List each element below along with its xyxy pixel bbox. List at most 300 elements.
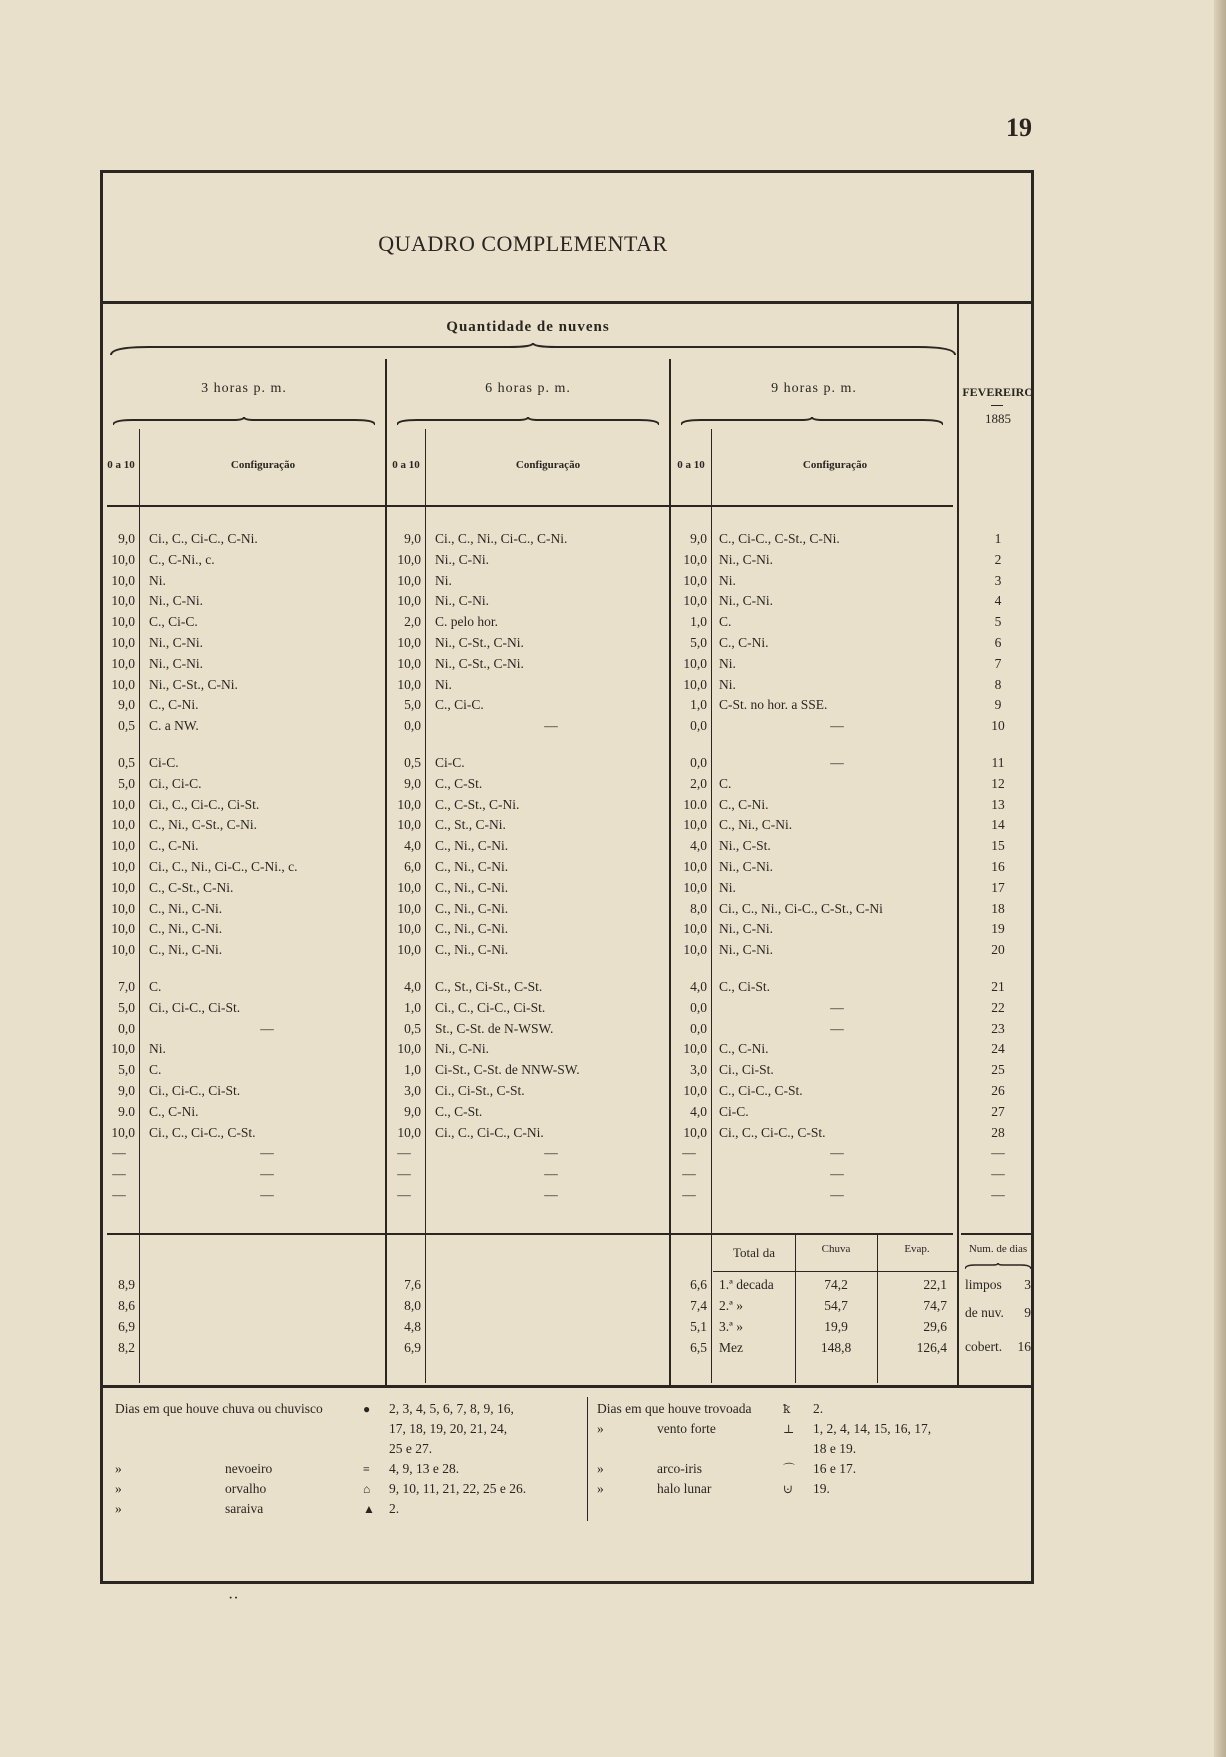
evap-value: 22,1 [923,1277,947,1292]
page-dots: ·· [228,1590,239,1607]
cloud-amount: 5,0 [118,999,135,1015]
legend-days: 2, 3, 4, 5, 6, 7, 8, 9, 16, [389,1401,514,1416]
day-number: 10 [991,718,1005,734]
cloud-configuration: C., Ci-C. [149,614,198,630]
cloud-configuration: Ci., C., Ci-C., C-St. [149,1124,256,1140]
day-number: 16 [991,859,1005,874]
cloud-amount: 1,0 [690,614,707,630]
legend-days: 9, 10, 11, 21, 22, 25 e 26. [389,1481,527,1496]
year-header: 1885 [985,411,1011,426]
cloud-amount: 5,0 [118,775,135,791]
cloud-configuration: Ci., Ci-C. [149,775,202,791]
day-number: 15 [991,838,1005,854]
cloud-amount: 9,0 [404,531,421,546]
cloud-configuration: C., Ni., C-Ni. [435,879,509,895]
col-header-amount: 0 a 10 [677,459,705,471]
avg-3pm: 8,9 [118,1277,135,1292]
day-number: 3 [994,572,1002,588]
day-number: 1 [994,531,1002,546]
day-number: 18 [991,900,1005,916]
cloud-configuration: Ni., C-Ni. [719,921,773,937]
cloud-amount: 0,5 [404,755,421,770]
cloud-amount: 2,0 [404,614,421,630]
cloud-configuration: Ni. [719,879,736,895]
cloud-amount: 5,0 [404,697,421,713]
cloud-amount: 10,0 [111,635,135,650]
weather-symbol-icon: ⌂ [363,1482,371,1496]
day-number: 6 [994,635,1002,650]
day-number: 20 [991,942,1005,958]
cloud-configuration: C., St., C-Ni. [435,817,506,833]
col-header-amount: 0 a 10 [107,459,135,471]
cloud-configuration: Ni., C-Ni. [719,593,773,609]
cloud-amount: — [682,1166,696,1182]
day-number: 8 [994,676,1002,692]
cloud-configuration: Ni. [435,676,452,692]
cloud-configuration: C., Ci-C., C-St., C-Ni. [719,531,840,546]
legend-prefix: » [115,1461,122,1476]
num-dias-value: 9 [1024,1305,1031,1320]
avg-9pm: 5,1 [690,1319,707,1334]
cloud-configuration: — [830,1166,844,1182]
cloud-amount: 10,0 [397,900,421,916]
cloud-configuration: — [544,718,558,734]
cloud-amount: 7,0 [118,979,135,994]
cloud-amount: 10,0 [683,921,707,937]
legend-days-cont: 25 e 27. [389,1441,433,1456]
cloud-amount: 9,0 [118,531,135,546]
cloud-configuration: Ni. [719,655,736,671]
cloud-amount: 1,0 [404,1062,421,1078]
day-number: 13 [991,796,1005,812]
cloud-configuration: Ni., C-Ni. [435,1041,489,1057]
cloud-amount: 10,0 [397,942,421,958]
weather-symbol-icon: ● [363,1402,371,1416]
day-number: 5 [994,614,1002,630]
summary-header-divider [713,1271,957,1272]
cloud-amount: 10,0 [111,655,135,671]
cloud-amount: 10,0 [397,551,421,567]
month-dash [991,405,1003,406]
cloud-amount: 6,0 [404,859,421,874]
cloud-configuration: C., Ni., C-Ni. [435,942,509,958]
cloud-amount: 10,0 [683,676,707,692]
cloud-amount: 10,0 [111,676,135,692]
cloud-amount: 10,0 [111,1041,135,1057]
cloud-configuration: Ci., Ci-St., C-St. [435,1083,525,1098]
summary-period: 1.ª decada [719,1277,774,1292]
col-header-config: Configuração [515,459,581,471]
evap-value: 126,4 [916,1340,947,1355]
cloud-configuration: C-St. no hor. a SSE. [719,697,828,713]
cloud-configuration: Ni. [149,572,166,588]
legend-label: halo lunar [657,1481,712,1496]
cloud-amount: 10,0 [397,921,421,937]
section-brace [109,343,957,357]
day-number: 4 [994,593,1002,609]
period-brace-2 [397,417,659,427]
cloud-configuration: Ni., C-St., C-Ni. [435,655,524,671]
summary-period: 3.ª » [719,1319,743,1334]
day-number: 17 [991,879,1005,895]
cloud-amount: — [112,1145,126,1161]
legend-prefix: » [597,1461,604,1476]
cloud-configuration: Ni., C-Ni. [719,859,773,874]
cloud-configuration: C. pelo hor. [435,614,498,630]
day-number: — [991,1145,1005,1161]
avg-6pm: 7,6 [404,1277,421,1292]
cloud-configuration: Ni. [435,572,452,588]
avg-3pm: 6,9 [118,1319,135,1334]
day-number: 19 [991,921,1005,937]
cloud-amount: 9,0 [404,775,421,791]
cloud-configuration: C., Ni., C-Ni. [719,817,793,833]
cloud-amount: 10,0 [683,572,707,588]
total-header: Total da [732,1245,776,1260]
cloud-configuration: C., Ni., C-Ni. [435,900,509,916]
cloud-amount: 9,0 [404,1103,421,1119]
cloud-amount: 10,0 [683,655,707,671]
cloud-configuration: Ci., C., Ci-C., C-St. [719,1124,826,1140]
day-number: 25 [991,1062,1005,1078]
avg-9pm: 6,5 [690,1340,707,1355]
cloud-configuration: C., Ni., C-Ni. [149,942,223,958]
cloud-amount: 3,0 [404,1083,421,1098]
cloud-configuration: C., Ni., C-Ni. [435,838,509,854]
cloud-configuration: C., St., Ci-St., C-St. [435,979,543,994]
legend-days-cont: 18 e 19. [813,1441,857,1456]
cloud-amount: 10,0 [683,593,707,609]
legend-days: 19. [813,1481,830,1496]
day-number: — [991,1187,1005,1202]
chuva-value: 74,2 [824,1277,848,1292]
subcol-divider [425,429,426,1233]
day-number: 9 [994,697,1002,713]
footer-divider [103,1385,1031,1388]
cloud-amount: 0,5 [118,718,135,734]
day-number: 14 [991,817,1005,833]
cloud-amount: 10,0 [683,551,707,567]
day-number: 22 [991,999,1005,1015]
cloud-configuration: Ni. [719,572,736,588]
cloud-amount: 10,0 [683,817,707,833]
cloud-configuration: Ni., C-St., C-Ni. [435,635,524,650]
cloud-amount: 9,0 [118,697,135,713]
col-header-config: Configuração [230,459,296,471]
cloud-configuration: C., Ni., C-Ni. [149,921,223,937]
footer-column-divider [587,1397,588,1521]
num-dias-label: cobert. [965,1339,1003,1354]
legend-days: 2. [813,1401,824,1416]
subcol-divider [711,429,712,1233]
day-number: 21 [991,979,1005,994]
cloud-configuration: St., C-St. de N-WSW. [435,1020,554,1036]
cloud-configuration: C., C-Ni. [149,1103,199,1119]
day-number: — [991,1166,1005,1182]
legend-days: 1, 2, 4, 14, 15, 16, 17, [813,1421,932,1436]
cloud-amount: 1,0 [404,999,421,1015]
title-divider [103,301,1031,304]
period-3pm: 3 horas p. m. [201,381,287,396]
cloud-configuration: C., C-St. [435,775,483,791]
page-number: 19 [1006,113,1032,142]
legend-prefix: Dias em que houve chuva ou chuvisco [115,1401,323,1416]
cloud-configuration: — [830,718,844,734]
cloud-amount: 10,0 [397,635,421,650]
cloud-configuration: Ci., C., Ci-C., Ci-St. [435,999,546,1015]
cloud-amount: 0,5 [404,1020,421,1036]
weather-symbol-icon: ▲ [363,1502,375,1516]
day-number: 27 [991,1103,1005,1119]
cloud-configuration: C. [719,775,732,791]
cloud-configuration: — [544,1187,558,1202]
num-dias-header: Num. de dias [968,1243,1028,1255]
cloud-amount: 10,0 [683,1083,707,1098]
cloud-configuration: Ci-C. [149,755,179,770]
col-header-config: Configuração [802,459,868,471]
chuva-header: Chuva [821,1243,851,1255]
legend-prefix: » [597,1421,604,1436]
cloud-amount: 10,0 [111,859,135,874]
cloud-configuration: Ni., C-Ni. [435,551,489,567]
cloud-amount: 10,0 [111,942,135,958]
cloud-amount: 9,0 [690,531,707,546]
cloud-amount: 0,0 [690,755,707,770]
cloud-configuration: C., C-Ni. [719,1041,769,1057]
cloud-amount: 10,0 [111,593,135,609]
avg-3pm: 8,6 [118,1298,135,1313]
summary-subcol [711,1235,712,1383]
summary-subcol [139,1235,140,1383]
cloud-configuration: C., C-Ni. [149,697,199,713]
cloud-configuration: C., C-Ni. [719,796,769,812]
cloud-configuration: Ci., Ci-St. [719,1062,774,1078]
cloud-amount: 0,0 [404,718,421,734]
cloud-amount: 0,0 [118,1020,135,1036]
cloud-configuration: Ci., Ci-C., Ci-St. [149,1083,241,1098]
cloud-amount: — [397,1187,411,1202]
avg-6pm: 6,9 [404,1340,421,1355]
cloud-configuration: C. [149,979,162,994]
weather-symbol-icon: ⊥ [783,1422,795,1436]
cloud-amount: 9.0 [118,1103,135,1119]
section-title: Quantidade de nuvens [446,319,610,335]
legend-label: orvalho [225,1481,267,1496]
cloud-amount: 5,0 [118,1062,135,1078]
col-header-amount: 0 a 10 [392,459,420,471]
legend-days-cont: 17, 18, 19, 20, 21, 24, [389,1421,508,1436]
cloud-amount: 5,0 [690,635,707,650]
day-number: 12 [991,775,1005,791]
cloud-configuration: C., C-Ni., c. [149,551,215,567]
summary-period: 2.ª » [719,1298,743,1313]
cloud-amount: 10,0 [111,838,135,854]
cloud-configuration: C., C-St., C-Ni. [435,796,520,812]
cloud-configuration: — [830,755,844,770]
cloud-configuration: Ci., C., Ci-C., C-Ni. [149,531,258,546]
cloud-configuration: Ni., C-Ni. [149,635,203,650]
cloud-configuration: — [544,1166,558,1182]
num-dias-value: 16 [1017,1339,1031,1354]
cloud-amount: 9,0 [118,1083,135,1098]
cloud-amount: 10,0 [683,1041,707,1057]
day-number: 11 [991,755,1005,770]
cloud-configuration: Ci., C., Ni., Ci-C., C-St., C-Ni [719,900,883,916]
header-divider [107,505,953,507]
cloud-amount: 10,0 [397,817,421,833]
cloud-configuration: C., Ci-C., C-St. [719,1083,803,1098]
month-column-divider [957,301,959,1387]
subcol-divider [139,429,140,1233]
cloud-configuration: C., C-St., C-Ni. [149,879,234,895]
cloud-amount: 10,0 [111,614,135,630]
cloud-configuration: — [260,1020,274,1036]
weather-symbol-icon: ꝁ [783,1402,791,1416]
cloud-amount: 0,5 [118,755,135,770]
cloud-amount: 10,0 [683,942,707,958]
period-brace-1 [113,417,375,427]
cloud-amount: 10,0 [397,1041,421,1057]
month-header: FEVEREIRO [962,385,1034,399]
avg-6pm: 8,0 [404,1298,421,1313]
cloud-configuration: C. [149,1062,162,1078]
day-number: 28 [991,1124,1005,1140]
page-title: QUADRO COMPLEMENTAR [378,231,668,256]
period-brace-3 [681,417,943,427]
summary-period: Mez [719,1340,743,1355]
cloud-configuration: Ni., C-Ni. [719,942,773,958]
cloud-amount: 0,0 [690,999,707,1015]
cloud-configuration: — [830,1145,844,1161]
cloud-configuration: C., Ci-St. [719,979,771,994]
num-dias-label: de nuv. [965,1305,1004,1320]
legend-label: arco-iris [657,1461,702,1476]
cloud-amount: — [112,1166,126,1182]
evap-header: Evap. [904,1243,930,1255]
cloud-amount: — [397,1166,411,1182]
num-dias-brace [965,1263,1031,1271]
cloud-configuration: C., C-Ni. [149,838,199,854]
cloud-configuration: C., Ci-C. [435,697,484,713]
cloud-configuration: — [260,1166,274,1182]
cloud-configuration: Ci-St., C-St. de NNW-SW. [435,1062,580,1078]
cloud-amount: 10.0 [683,796,707,812]
cloud-configuration: C. a NW. [149,718,199,734]
cloud-configuration: Ci., C., Ci-C., C-Ni. [435,1124,544,1140]
cloud-configuration: C., Ni., C-St., C-Ni. [149,817,258,833]
avg-9pm: 7,4 [690,1298,707,1313]
cloud-amount: 4,0 [404,979,421,994]
cloud-amount: 4,0 [404,838,421,854]
chuva-value: 19,9 [824,1319,848,1334]
legend-days: 2. [389,1501,400,1516]
cloud-amount: 10,0 [111,900,135,916]
day-number: 2 [994,551,1002,567]
cloud-amount: 10,0 [111,572,135,588]
legend-label: saraiva [225,1501,264,1516]
cloud-amount: — [112,1187,126,1202]
chuva-value: 148,8 [820,1340,852,1355]
cloud-configuration: C. [719,614,732,630]
summary-subcol [425,1235,426,1383]
evap-value: 29,6 [923,1319,947,1334]
weather-symbol-icon: ≡ [363,1462,370,1476]
cloud-amount: 4,0 [690,838,707,854]
cloud-configuration: — [544,1145,558,1161]
chuva-value: 54,7 [824,1298,848,1313]
cloud-amount: 10,0 [397,572,421,588]
cloud-amount: 10,0 [111,879,135,895]
cloud-configuration: Ni. [719,676,736,692]
period-9pm: 9 horas p. m. [771,381,857,396]
day-number: 23 [991,1020,1005,1036]
cloud-configuration: Ci-C. [435,755,465,770]
avg-9pm: 6,6 [690,1277,707,1292]
cloud-configuration: C., C-St. [435,1103,483,1119]
cloud-amount: 10,0 [111,817,135,833]
cloud-amount: 0,0 [690,1020,707,1036]
legend-days: 4, 9, 13 e 28. [389,1461,460,1476]
legend-prefix: » [597,1481,604,1496]
avg-6pm: 4,8 [404,1319,421,1334]
cloud-amount: 8,0 [690,900,707,916]
num-dias-label: limpos [965,1277,1002,1292]
cloud-configuration: Ni., C-St., C-Ni. [149,676,238,692]
day-number: 7 [994,655,1002,671]
cloud-amount: — [397,1145,411,1161]
cloud-configuration: Ni., C-St. [719,838,771,854]
cloud-amount: 10,0 [397,796,421,812]
cloud-configuration: Ni. [149,1041,166,1057]
cloud-amount: 4,0 [690,1103,707,1119]
legend-prefix: » [115,1481,122,1496]
cloud-configuration: Ni., C-Ni. [149,593,203,609]
period-6pm: 6 horas p. m. [485,381,571,396]
page-edge-shadow [1214,0,1226,1757]
cloud-configuration: C., Ni., C-Ni. [435,921,509,937]
day-number: 26 [991,1083,1005,1098]
cloud-amount: 1,0 [690,697,707,713]
cloud-amount: 10,0 [683,879,707,895]
cloud-amount: 10,0 [111,551,135,567]
evap-value: 74,7 [923,1298,947,1313]
num-dias-value: 3 [1024,1277,1031,1292]
cloud-amount: 10,0 [683,1124,707,1140]
cloud-configuration: C., Ni., C-Ni. [149,900,223,916]
cloud-configuration: — [260,1145,274,1161]
legend-prefix: Dias em que houve trovoada [597,1401,752,1416]
avg-3pm: 8,2 [118,1340,135,1355]
cloud-amount: 10,0 [397,593,421,609]
legend-prefix: » [115,1501,122,1516]
cloud-configuration: C., C-Ni. [719,635,769,650]
cloud-configuration: Ci., C., Ni., Ci-C., C-Ni. [435,531,568,546]
cloud-configuration: — [830,999,844,1015]
cloud-amount: — [682,1187,696,1202]
cloud-amount: 2,0 [690,775,707,791]
legend-label: vento forte [657,1421,716,1436]
weather-symbol-icon: ⌒ [783,1462,796,1476]
cloud-amount: 10,0 [111,1124,135,1140]
legend-label: nevoeiro [225,1461,273,1476]
cloud-configuration: — [830,1020,844,1036]
cloud-configuration: Ni., C-Ni. [149,655,203,671]
cloud-configuration: — [260,1187,274,1202]
summary-divider [107,1233,953,1235]
cloud-amount: 10,0 [397,1124,421,1140]
cloud-configuration: Ci-C. [719,1103,749,1119]
day-number: 24 [991,1041,1005,1057]
